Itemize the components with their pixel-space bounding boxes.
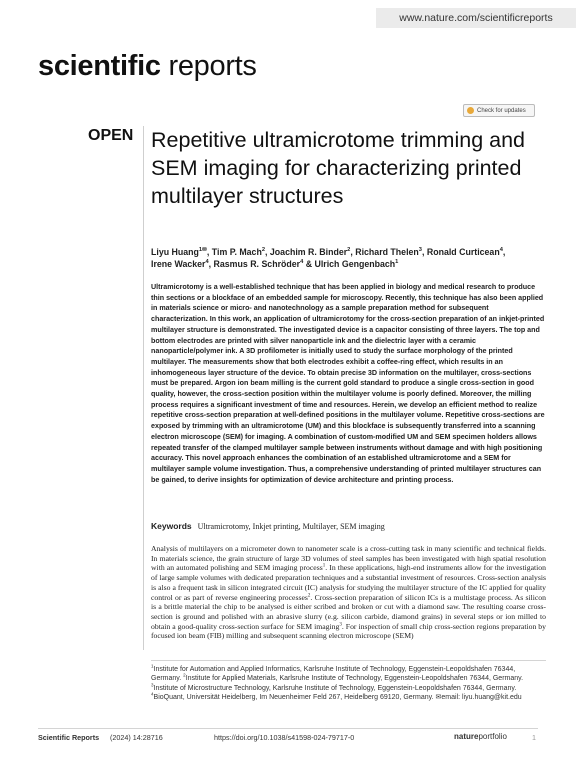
journal-logo[interactable] xyxy=(38,50,257,83)
footer-divider xyxy=(38,728,538,729)
journal-logo-part2: reports xyxy=(160,50,257,82)
keywords-label: Keywords xyxy=(151,521,192,531)
body-text-segment: Analysis of multilayers on a micrometer down to nanometer scale is a cross-cutting task in many scientific and technical fields. In materials science, the grain structure of large 3D volumes of steel samples has been investigated with high spatial resolution with an automated polishing and SEM imaging process xyxy=(151,544,546,573)
author-affiliation: 2 xyxy=(347,247,351,254)
author-name[interactable]: Rasmus R. Schröder xyxy=(213,259,301,269)
check-for-updates-button[interactable] xyxy=(463,104,535,117)
reference-link[interactable]: 2 xyxy=(307,592,311,598)
email-icon: ✉ xyxy=(435,694,442,702)
footer-doi-link[interactable]: https://doi.org/10.1038/s41598-024-79717-0 xyxy=(214,733,355,742)
author-name[interactable]: Liyu Huang xyxy=(151,247,199,257)
page-number: 1 xyxy=(532,733,536,742)
footer-journal: Scientific Reports xyxy=(38,733,100,742)
author-affiliation: 4 xyxy=(300,259,304,266)
abstract: Ultramicrotomy is a well-established technique that has been applied in biology and medical research to produce thin sections or a blockface of an embedded sample for microscopy. Recently, this technique has also been applied in materials science or micro- and nanotechnology as a sample preparation method for subsequent characterization. In this work, an application of ultramicrotomy for the cross-section preparation of an inkjet-printed multilayer structure is demonstrated. The investigated device is a capacitor consisting of three layers. The top and bottom electrodes are printed with silver nanoparticle ink and the dielectric layer with a ceramic nanoparticle/polymer ink. A 3D profilometer is initially used to study the surface morphology of the printed multilayer. The measurements show that both electrodes exhibit a coffee-ring effect, which results in an inhomogeneous layer structure of the device. To obtain precise 3D information on the multilayer, cross-sections must be prepared. Argon ion beam milling is the current gold standard to produce a single cross-section in good quality, however, the cross-section position within the multilayer volume is poorly defined. Moreover, the milling process requires a significant investment of time and resources. Herein, we develop an efficient method to realize repetitive cross-section preparation at well-defined positions in the multilayer volume. Repetitive cross-sections are exposed by trimming with an ultramicrotome (UM) and this blockface is subsequently transferred into a scanning electron microscope (SEM) for imaging. A combination of custom-modified UM and SEM specimen holders allows repeated transfer of the clamped multilayer sample between instruments without damage and with high positioning accuracy. This novel approach enhances the combination of an established ultramicrotome and a SEM for multilayer sample volume investigation. Thus, a comprehensive understanding of printed multilayer structures can be gained, to derive insights for optimization of device architecture and printing process. xyxy=(151,283,545,484)
author-affiliation: 1✉ xyxy=(198,247,207,254)
journal-url-bar[interactable]: www.nature.com/scientificreports xyxy=(376,8,576,28)
updates-icon xyxy=(467,107,474,114)
author-name[interactable]: Ulrich Gengenbach xyxy=(314,259,396,269)
author-name[interactable]: Irene Wacker xyxy=(151,259,206,269)
footer-citation: (2024) 14:28716 xyxy=(110,733,163,742)
author-name[interactable]: Joachim R. Binder xyxy=(269,247,348,257)
open-access-label: OPEN xyxy=(88,127,134,144)
body-paragraph xyxy=(151,544,546,641)
reference-link[interactable]: 1 xyxy=(322,563,326,569)
publisher-logo: natureportfolio xyxy=(454,732,507,741)
affiliation-3: Institute of Microstructure Technology, Karlsruhe Institute of Technology, Eggenstein-Leopoldshafen 76344, Germany. xyxy=(153,684,517,692)
corresponding-email[interactable]: email: liyu.huang@kit.edu xyxy=(441,694,522,702)
reference-link[interactable]: 3 xyxy=(339,622,342,628)
author-affiliation: 4 xyxy=(499,247,503,254)
journal-logo-part1: scientific xyxy=(38,50,161,82)
affiliation-2: Institute for Applied Materials, Karlsruhe Institute of Technology, Eggenstein-Leopoldshafen 76344, Germany. xyxy=(185,675,524,683)
body-text-segment: . In these applications, high-end instruments allow for the investigation of large sample volumes with dedicated preparation techniques and a substantial investment of resources. Cross-section analysis is also a frequent task in silicon integrated circuit (IC) analysis for studying the multilayer structure of the IC applied for quality control or as part of reverse engineering processes xyxy=(151,563,546,602)
author-name[interactable]: Richard Thelen xyxy=(355,247,419,257)
body-text-segment: . For inspection of small chip cross-section regions preparation by focused ion beam (FIB) milling and subsequent scanning electron microscope (SEM) xyxy=(151,621,546,641)
affiliation-1: Institute for Automation and Applied Informatics, Karlsruhe Institute of Technology, Eggenstein-Leopoldshafen 76344, Germany. xyxy=(151,666,516,683)
author-affiliation: 3 xyxy=(418,247,422,254)
keywords-list: Ultramicrotomy, Inkjet printing, Multilayer, SEM imaging xyxy=(197,522,385,531)
author-affiliation: 4 xyxy=(205,259,209,266)
affiliation-4: BioQuant, Universität Heidelberg, Im Neuenheimer Feld 267, Heidelberg 69120, Germany. xyxy=(153,694,434,702)
check-for-updates-label: Check for updates xyxy=(477,107,526,114)
author-name[interactable]: Tim P. Mach xyxy=(211,247,262,257)
author-affiliation: 1 xyxy=(395,259,399,266)
page-footer xyxy=(38,731,538,745)
body-text-segment: . Cross-section preparation of silicon ICs is a multistage process. As silicon is a brittle material the chip to be analysed is either scribed and broken or cut with a diamond saw. The resulting coarse cross-section is ground and polished with an abrasive slurry (e.g. silicon carbide, diamond grains) in several steps or ion milled to obtain a good-quality cross-section surface for SEM imaging xyxy=(151,592,546,631)
author-list: Liyu Huang$^{1✉}$, Tim P. Mach$^2$, Joachim R. Binder$^2$, Richard Thelen$^3$, Ronald Curticean$^4$, Irene Wacker$^4$, Rasmus R. Schröder$^4$ & Ulrich Gengenbach$^1$ xyxy=(151,247,506,269)
margin-rule xyxy=(143,126,144,650)
author-name[interactable]: Ronald Curticean xyxy=(426,247,500,257)
affiliation-divider xyxy=(151,660,546,661)
article-title: Repetitive ultramicrotome trimming and SEM imaging for characterizing printed multilayer structures xyxy=(151,128,525,208)
author-affiliation: 2 xyxy=(261,247,266,254)
keywords-row xyxy=(151,521,546,531)
affiliations: $^1$Institute for Automation and Applied Informatics, Karlsruhe Institute of Technology, Eggenstein-Leopoldshafen 76344, Germany. $^2$Institute for Applied Materials, Karlsruhe Institute of Technology, Eggenstein-Leopoldshafen 76344, Germany. $^3$Institute of Microstructure Technology, Karlsruhe Institute of Technology, Eggenstein-Leopoldshafen 76344, Germany. $^4$BioQuant, Universität Heidelberg, Im Neuenheimer Feld 267, Heidelberg 69120, Germany. ✉email: liyu.huang@kit.edu xyxy=(151,663,524,702)
